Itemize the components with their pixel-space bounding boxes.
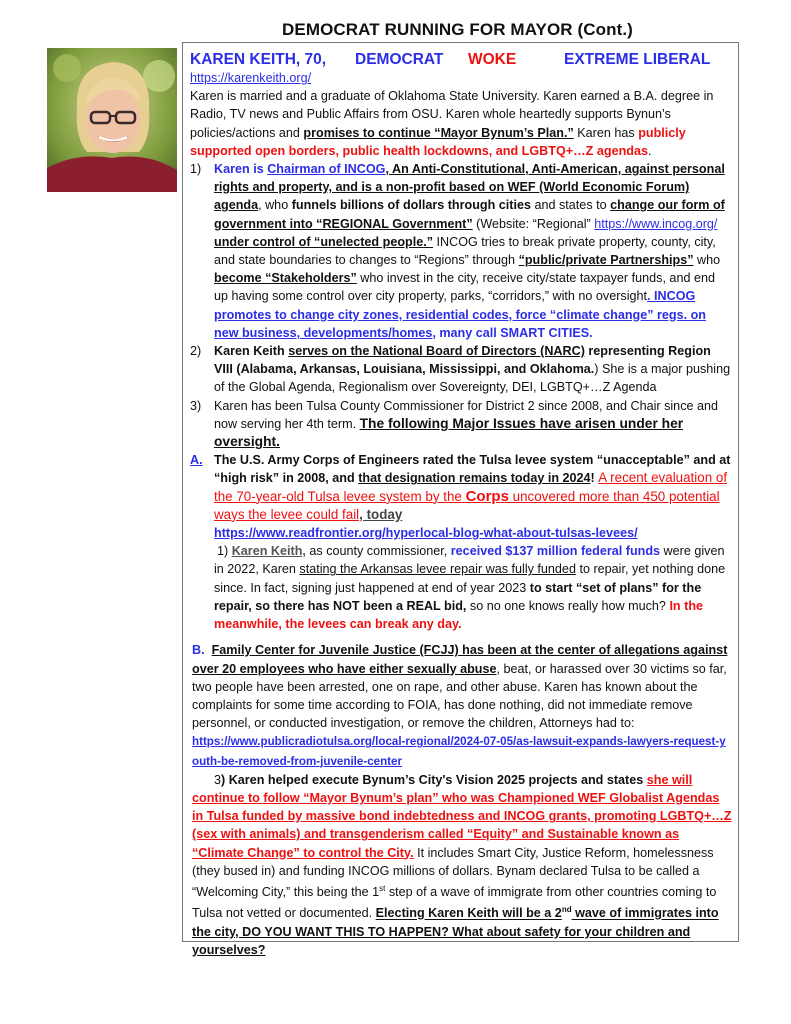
item1-zones: . INCOG promotes to change city zones, residential codes, force “climate change” regs. on new business, developments/homes: [214, 289, 706, 340]
incog-link[interactable]: https://www.incog.org/: [594, 216, 718, 231]
item1-text: , who: [258, 198, 292, 213]
item1-anti: , An Anti-Constitutional, Anti-American, against personal rights and property, and is a non-profit based on WEF (World Economic Forum) agenda: [214, 162, 725, 213]
candidate-party: DEMOCRAT: [355, 51, 444, 68]
itemA-text: were given in 2022, Karen: [214, 544, 725, 577]
list-item-3: [190, 397, 732, 452]
item1-stakeholders: become “Stakeholders”: [214, 271, 357, 286]
item1-regional: change our form of government into “REGIONAL Government”: [214, 198, 725, 231]
item3b-sup: nd: [561, 905, 572, 915]
item1-text: Karen is: [214, 162, 268, 177]
item3-text: Karen has been Tulsa County Commissioner for District 2 since 2008, and Chair since and now serving her 4th term.: [214, 398, 719, 431]
publicradio-link[interactable]: https://www.publicradiotulsa.org/local-regional/2024-07-05/as-lawsuit-expands-lawyers-request-youth-be-removed-from-juvenile-center: [192, 735, 726, 768]
itemA-text: to repair, yet nothing done since. In fact, signing just happened at end of year 2023: [214, 562, 726, 595]
itemA-corps-word: Corps: [465, 487, 509, 505]
item2-region: representing Region VIII (Alabama, Arkansas, Louisiana, Mississippi, and Oklahoma.: [214, 344, 711, 377]
intro-text: Karen is married and a graduate of Oklahoma State University. Karen earned a B.A. degree in Radio, TV news and Public Affairs from OSU. Karen whole heartedly supports Bynun’s policies/actions and: [190, 89, 714, 140]
itemA-funded: stating the Arkansas levee repair was fully funded: [299, 562, 576, 577]
item3b-question: wave of immigrates into the city, DO YOU WANT THIS TO HAPPEN? What about safety for your children and yourselves?: [192, 906, 719, 957]
list-item-2: [190, 342, 732, 397]
item1-funnels: funnels billions of dollars through cities: [291, 198, 531, 213]
itemB-fcjj: Family Center for Juvenile Justice (FCJJ) has been at the center of allegations against over 20 employees who have either sexually abuse: [192, 643, 728, 676]
item3b-text: step of a wave of immigrate from other countries coming to Tulsa not vetted or documented.: [192, 885, 717, 921]
itemB-text: , beat, or harassed over 30 victims so far, two people have been arrested, one on rape, and other abuse. Karen has known about the complaints for some time according to FOIA, has done nothing, did not immediate remove personnel, or conducted investigation, or remove the children, Attorneys had to:: [192, 661, 727, 731]
item3b-text: It includes Smart City, Justice Reform, homelessness (they bused in) and funding INCOG millions of dollars. Bynam declared Tulsa to be called a “Welcoming City,” this being the 1: [192, 845, 714, 900]
itemA-evaluation: A recent evaluation of the 70-year-old Tulsa levee system by the: [214, 470, 728, 504]
item1-text: who: [693, 253, 721, 268]
sub-number: 1): [217, 544, 229, 559]
intro-promise: promises to continue “Mayor Bynum’s Plan.”: [303, 125, 574, 140]
itemA-text: and: [328, 471, 359, 486]
item2-narc: serves on the National Board of Directors (NARC): [288, 344, 585, 359]
item1-text: who invest in the city, receive city/state taxpayer funds, and end up having some control over city property, parks, “corridors,” with no oversight: [214, 271, 715, 304]
list-number: 1): [190, 162, 202, 177]
portrait-photo: [47, 48, 177, 192]
list-number: 3): [190, 398, 202, 413]
itemA-text: as county commissioner,: [305, 544, 451, 559]
itemA-karen: Karen Keith,: [231, 544, 306, 559]
candidate-website-link[interactable]: https://karenkeith.org/: [190, 71, 312, 85]
item1-text: and states to: [531, 198, 611, 213]
itemA-fail: uncovered more than 450 potential ways the levee could fail: [214, 488, 720, 522]
list-number: 3: [214, 772, 222, 787]
list-item-1: [190, 160, 732, 342]
list-number: 2): [190, 344, 202, 359]
intro-text-2: Karen has: [573, 125, 639, 140]
intro-period: .: [647, 143, 652, 158]
item2-text: Karen Keith: [214, 344, 289, 359]
woke-label: WOKE: [468, 51, 517, 68]
item3b-sup: st: [379, 883, 386, 893]
intro-agendas: publicly supported open borders, public health lockdowns, and LGBTQ+…Z agendas: [190, 125, 686, 158]
itemA-no-bid: to start “set of plans” for the repair, so there has NOT been a REAL bid,: [214, 580, 702, 613]
candidate-profile: [190, 50, 732, 959]
intro-paragraph: [190, 87, 732, 160]
item1-text: (Website: “Regional”: [472, 216, 595, 231]
candidate-header: [190, 50, 732, 69]
item1-smart-cities: , many call SMART CITIES.: [432, 325, 593, 340]
item3b-vision: ) Karen helped execute Bynum’s City's Vision 2025 projects and states: [221, 772, 647, 787]
itemA-levees-break: In the meanwhile, the levees can break any day.: [214, 598, 704, 632]
itemA-corps: The U.S. Army Corps of Engineers rated the Tulsa levee system “unacceptable” and at “high risk” in 2008,: [214, 453, 731, 486]
item3b-agendas: she will continue to follow “Mayor Bynum’s plan” who was Championed WEF Globalist Agendas in Tulsa funded by massive bond indebtedness and INCOG grants, promoting LGBTQ+…Z (sex with animals) and transgenderism called “Equity” and Sustainable known as “Climate Change” to control the City.: [192, 772, 732, 860]
frontier-link[interactable]: https://www.readfrontier.org/hyperlocal-blog-what-about-tulsas-levees/: [214, 526, 638, 541]
itemA-designation: that designation remains today in 2024: [358, 471, 591, 486]
item1-partnerships: “public/private Partnerships”: [518, 253, 694, 268]
list-item-a: [190, 451, 732, 633]
liberal-label: EXTREME LIBERAL: [564, 51, 711, 68]
list-item-b: [190, 641, 732, 770]
itemA-text: so no one knows really how much?: [466, 598, 670, 613]
list-letter: B.: [192, 643, 205, 658]
list-letter: A.: [190, 453, 203, 468]
itemA-today: , today: [359, 506, 403, 522]
item1-unelected: under control of “unelected people.”: [214, 234, 434, 249]
item1-text: INCOG tries to break private property, county, city, and state boundaries to changes to “Regions” through: [214, 234, 716, 268]
itemA-funds: received $137 million federal funds: [450, 544, 661, 559]
item3b-wave: Electing Karen Keith will be a 2: [375, 906, 562, 921]
item1-incog: Chairman of INCOG: [267, 162, 386, 177]
itemA-text: !: [590, 471, 599, 486]
candidate-name: KAREN KEITH, 70,: [190, 51, 327, 68]
list-item-3b: [190, 771, 732, 959]
item3-major-issues: The following Major Issues have arisen under her oversight.: [214, 415, 684, 450]
page-title: DEMOCRAT RUNNING FOR MAYOR (Cont.): [282, 20, 633, 39]
item2-text: ) She is a major pushing of the Global Agenda, Regionalism over Sovereignty, DEI, LGBTQ+…Z Agenda: [214, 362, 731, 395]
